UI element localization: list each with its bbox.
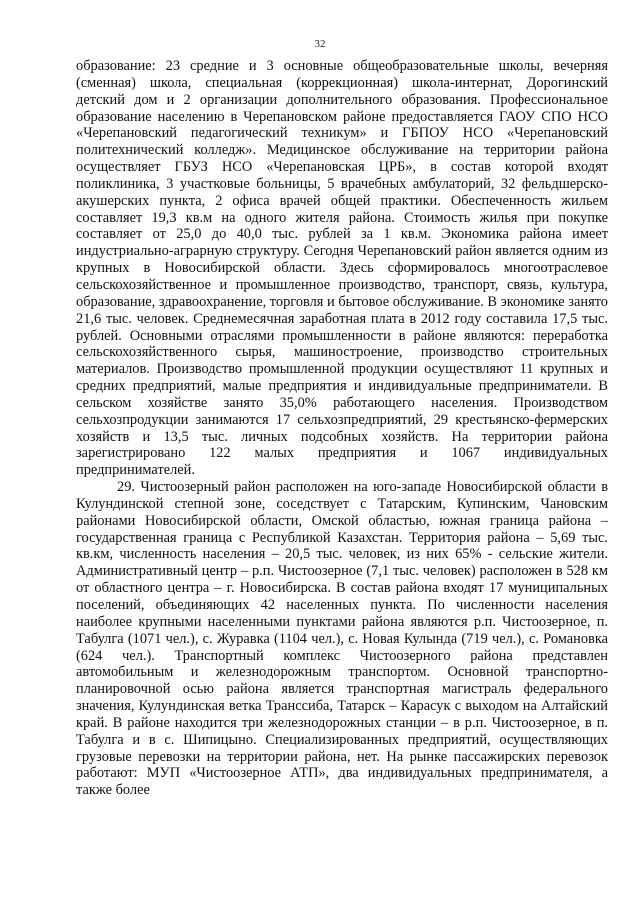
page-number: 32 bbox=[314, 38, 326, 50]
paragraph-cherepanovsky-district: образование: 23 средние и 3 основные общеобразовательные школы, вечерняя (сменная) школа, специальная (коррекционная) школа-интернат, Дорогинский детский дом и 2 организации дополнительного образования. Профессиональное образование населению в Черепановском районе предоставляется ГАОУ СПО НСО «Черепановский педагогический техникум» и ГБПОУ НСО «Черепановский политехнический колледж». Медицинское обслуживание на территории района осуществляет ГБУЗ НСО «Черепановская ЦРБ», в состав которой входят поликлиника, 3 участковые больницы, 5 врачебных амбулаторий, 32 фельдшерско-акушерских пункта, 2 офиса врачей общей практики. Обеспеченность жильем составляет 19,3 кв.м на одного жителя района. Стоимость жилья при покупке составляет от 25,0 до 40,0 тыс. рублей за 1 кв.м. Экономика района имеет индустриально-аграрную структуру. Сегодня Черепановский район является одним из крупных в Новосибирской области. Здесь сформировалось многоотраслевое сельскохозяйственное и промышленное производство, транспорт, связь, культура, образование, здравоохранение, торговля и бытовое обслуживание. В экономике занято 21,6 тыс. человек. Среднемесячная заработная плата в 2012 году составила 17,5 тыс. рублей. Основными отраслями промышленности в районе являются: переработка сельскохозяйственного сырья, машиностроение, производство строительных материалов. Производство промышленной продукции осуществляют 11 крупных и средних предприятий, малые предприятия и индивидуальные предприниматели. В сельском хозяйстве занято 35,0% работающего населения. Производством сельхозпродукции занимаются 17 сельхозпредприятий, 29 крестьянско-фермерских хозяйств и 13,5 тыс. личных подсобных хозяйств. На территории района зарегистрировано 122 малых предприятия и 1067 индивидуальных предпринимателей. bbox=[76, 58, 608, 479]
document-body bbox=[76, 58, 608, 799]
paragraph-chistoozerny-district: 29. Чистоозерный район расположен на юго-западе Новосибирской области в Кулундинской степной зоне, соседствует с Татарским, Купинским, Чановским районами Новосибирской области, Омской областью, южная граница района – государственная граница с Республикой Казахстан. Территория района – 5,69 тыс. кв.км, численность населения – 20,5 тыс. человек, из них 65% - сельские жители. Административный центр – р.п. Чистоозерное (7,1 тыс. человек) расположен в 528 км от областного центра – г. Новосибирска. В состав района входят 17 муниципальных поселений, объединяющих 42 населенных пункта. По численности населения наиболее крупными населенными пунктами района являются р.п. Чистоозерное, п. Табулга (1071 чел.), с. Журавка (1104 чел.), с. Новая Кулында (719 чел.), с. Романовка (624 чел.). Транспортный комплекс Чистоозерного района представлен автомобильным и железнодорожным транспортом. Основной транспортно-планировочной осью района является транспортная магистраль федерального значения, Кулундинская ветка Транссиба, Татарск – Карасук с выходом на Алтайский край. В районе находится три железнодорожных станции – в р.п. Чистоозерное, в п. Табулга и в с. Шипицыно. Специализированных предприятий, осуществляющих грузовые перевозки на территории района, нет. На рынке пассажирских перевозок работают: МУП «Чистоозерное АТП», два индивидуальных предпринимателя, а также более bbox=[76, 479, 608, 799]
